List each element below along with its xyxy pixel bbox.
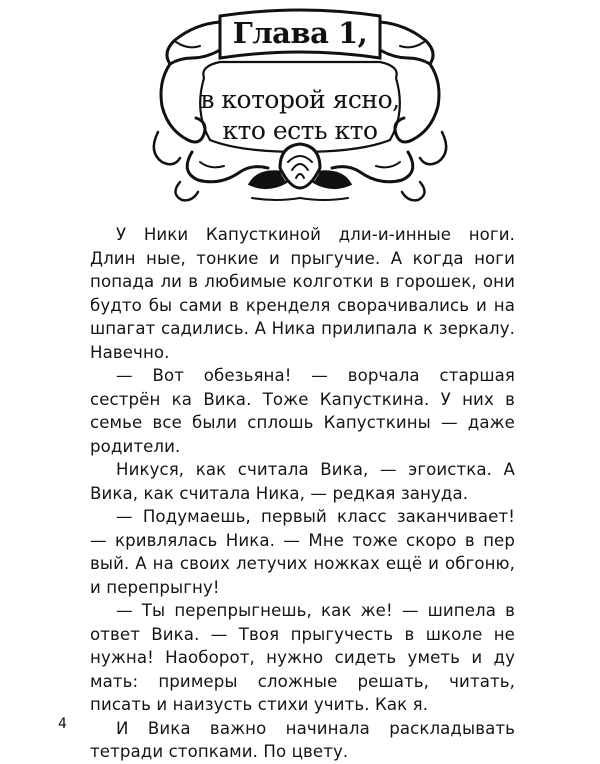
text-line: ные, тонкие и прыгучие. А когда ноги попада <box>90 248 516 291</box>
text-line: садились. А Ника прилипала к зеркалу. Навечно. <box>90 319 515 362</box>
text-line: и наизусть стихи учить. Как я. <box>156 695 429 714</box>
text-line: не нужна! Наоборот, нужно сидеть уметь и ду <box>90 624 515 667</box>
text-line: и перепрыгну! <box>90 577 220 597</box>
text-line: — Ты перепрыгнешь, как же! — шипела <box>116 601 506 620</box>
text-line: бы сами в кренделя сворачивались и на шпагат <box>90 295 515 338</box>
text-line: ка Вика. Тоже Капусткина. У них в семье все <box>90 389 515 432</box>
text-line: кривлялась Ника. — Мне тоже скоро в пер <box>115 530 515 550</box>
paragraph-2 <box>90 364 515 458</box>
chapter-emblem <box>140 2 460 212</box>
chapter-subtitle-line-1: в которой ясно, <box>200 85 400 114</box>
text-line: Никуся, как считала Вика, — эгоистка. А Вика, <box>90 460 515 503</box>
paragraph-1 <box>90 223 515 364</box>
text-line: стопками. По цвету. <box>168 742 349 761</box>
paragraph-3 <box>90 458 515 505</box>
paragraph-5 <box>90 599 515 717</box>
chapter-subtitle-line-2: кто есть кто <box>222 116 378 145</box>
text-line: — Подумаешь, первый класс заканчивает! — <box>90 507 515 550</box>
page-number: 4 <box>58 716 67 732</box>
text-line: ли в любимые колготки в горошек, они будто <box>90 272 515 315</box>
chapter-title: Глава 1, <box>232 16 368 50</box>
text-line: в ответ Вика. — Твоя прыгучесть в школе <box>90 601 515 644</box>
text-line: вый. А на своих летучих ножках ещё и обгоню, <box>90 554 515 573</box>
chapter-body <box>90 223 515 764</box>
text-line: И Вика важно начинала раскладывать тетради <box>90 718 515 761</box>
text-line: как считала Ника, — редкая зануда. <box>143 483 469 503</box>
text-line: — Вот обезьяна! — ворчала старшая сестрён <box>90 366 515 409</box>
text-line: были сплошь Капусткины — даже родители. <box>90 413 515 456</box>
paragraph-4 <box>90 505 515 599</box>
text-line: У Ники Капусткиной дли-и-инные ноги. Длин <box>90 225 515 268</box>
text-line: мать: примеры сложные решать, читать, писать <box>90 671 515 714</box>
paragraph-6 <box>90 717 515 764</box>
